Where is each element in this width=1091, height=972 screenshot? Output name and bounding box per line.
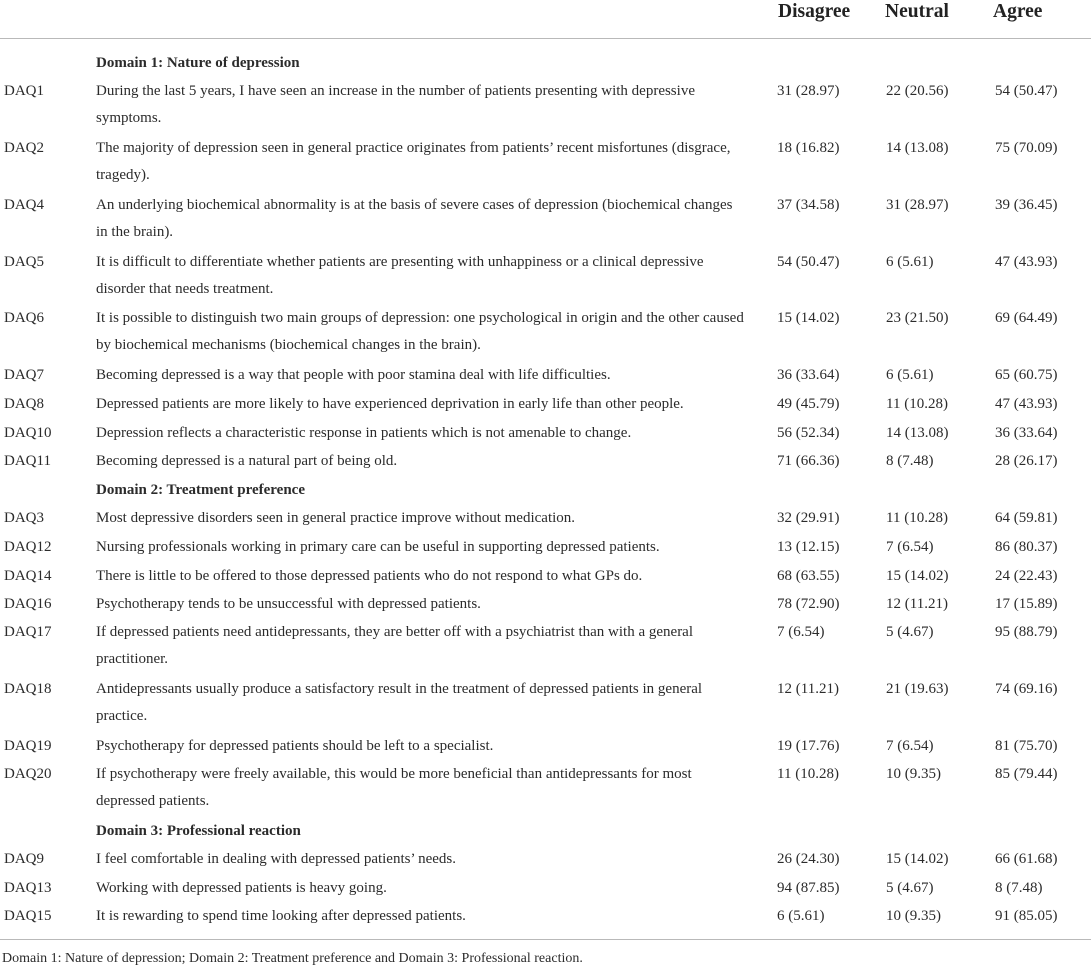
neutral-cell: 14 (13.08)	[886, 425, 949, 441]
item-code: DAQ3	[4, 510, 44, 526]
item-statement: If psychotherapy were freely available, this would be more beneficial than antidepressants for most depressed patients.	[96, 766, 692, 809]
item-code: DAQ10	[4, 425, 52, 441]
item-code: DAQ14	[4, 568, 52, 584]
disagree-cell: 31 (28.97)	[777, 83, 840, 99]
item-statement: Most depressive disorders seen in general practice improve without medication.	[96, 510, 576, 526]
neutral-cell: 23 (21.50)	[886, 310, 949, 326]
item-code: DAQ15	[4, 908, 52, 924]
agree-cell: 8 (7.48)	[995, 880, 1043, 896]
agree-cell: 39 (36.45)	[995, 197, 1058, 213]
agree-cell: 81 (75.70)	[995, 738, 1058, 754]
agree-cell: 36 (33.64)	[995, 425, 1058, 441]
agree-cell: 65 (60.75)	[995, 367, 1058, 383]
item-statement: During the last 5 years, I have seen an increase in the number of patients presenting with depressive symptoms.	[96, 83, 695, 126]
item-code: DAQ6	[4, 310, 44, 326]
item-code: DAQ1	[4, 83, 44, 99]
agree-cell: 64 (59.81)	[995, 510, 1058, 526]
disagree-cell: 19 (17.76)	[777, 738, 840, 754]
disagree-cell: 32 (29.91)	[777, 510, 840, 526]
item-statement: Nursing professionals working in primary care can be useful in supporting depressed patients.	[96, 539, 660, 555]
disagree-cell: 68 (63.55)	[777, 568, 840, 584]
disagree-cell: 6 (5.61)	[777, 908, 825, 924]
neutral-cell: 6 (5.61)	[886, 367, 934, 383]
item-code: DAQ16	[4, 596, 52, 612]
agree-cell: 85 (79.44)	[995, 766, 1058, 782]
col-header-agree: Agree	[993, 1, 1043, 22]
agree-cell: 86 (80.37)	[995, 539, 1058, 555]
item-code: DAQ17	[4, 624, 52, 640]
item-statement: Becoming depressed is a way that people with poor stamina deal with life difficulties.	[96, 367, 611, 383]
item-statement: There is little to be offered to those depressed patients who do not respond to what GPs do.	[96, 568, 643, 584]
neutral-cell: 31 (28.97)	[886, 197, 949, 213]
item-code: DAQ4	[4, 197, 44, 213]
item-statement: Depression reflects a characteristic response in patients which is not amenable to change.	[96, 425, 632, 441]
domain-title: Domain 1: Nature of depression	[96, 55, 300, 71]
agree-cell: 91 (85.05)	[995, 908, 1058, 924]
disagree-cell: 54 (50.47)	[777, 254, 840, 270]
footer-divider	[0, 939, 1091, 940]
disagree-cell: 11 (10.28)	[777, 766, 839, 782]
domain-title: Domain 3: Professional reaction	[96, 823, 301, 839]
agree-cell: 47 (43.93)	[995, 396, 1058, 412]
neutral-cell: 12 (11.21)	[886, 596, 948, 612]
neutral-cell: 11 (10.28)	[886, 396, 948, 412]
agree-cell: 28 (26.17)	[995, 453, 1058, 469]
disagree-cell: 13 (12.15)	[777, 539, 840, 555]
neutral-cell: 11 (10.28)	[886, 510, 948, 526]
item-statement: It is difficult to differentiate whether patients are presenting with unhappiness or a clinical depressive disorder that needs treatment.	[96, 254, 704, 297]
col-header-neutral: Neutral	[885, 1, 949, 22]
item-statement: Psychotherapy tends to be unsuccessful with depressed patients.	[96, 596, 481, 612]
item-statement: Psychotherapy for depressed patients should be left to a specialist.	[96, 738, 494, 754]
neutral-cell: 8 (7.48)	[886, 453, 934, 469]
disagree-cell: 12 (11.21)	[777, 681, 839, 697]
neutral-cell: 10 (9.35)	[886, 766, 941, 782]
disagree-cell: 36 (33.64)	[777, 367, 840, 383]
item-statement: An underlying biochemical abnormality is at the basis of severe cases of depression (biochemical changes in the brain).	[96, 197, 733, 240]
agree-cell: 69 (64.49)	[995, 310, 1058, 326]
neutral-cell: 5 (4.67)	[886, 624, 934, 640]
agree-cell: 75 (70.09)	[995, 140, 1058, 156]
item-statement: It is possible to distinguish two main groups of depression: one psychological in origin and the other caused by biochemical mechanisms (biochemical changes in the brain).	[96, 310, 744, 353]
item-statement: I feel comfortable in dealing with depressed patients’ needs.	[96, 851, 457, 867]
col-header-disagree: Disagree	[778, 1, 851, 22]
neutral-cell: 7 (6.54)	[886, 539, 934, 555]
agree-cell: 17 (15.89)	[995, 596, 1058, 612]
item-statement: It is rewarding to spend time looking after depressed patients.	[96, 908, 466, 924]
item-statement: The majority of depression seen in general practice originates from patients’ recent misfortunes (disgrace, tragedy).	[96, 140, 731, 183]
item-statement: If depressed patients need antidepressants, they are better off with a psychiatrist than with a general practitioner.	[96, 624, 694, 667]
disagree-cell: 56 (52.34)	[777, 425, 840, 441]
disagree-cell: 49 (45.79)	[777, 396, 840, 412]
neutral-cell: 6 (5.61)	[886, 254, 934, 270]
disagree-cell: 71 (66.36)	[777, 453, 840, 469]
item-code: DAQ13	[4, 880, 52, 896]
domain-title: Domain 2: Treatment preference	[96, 482, 305, 498]
agree-cell: 54 (50.47)	[995, 83, 1058, 99]
neutral-cell: 10 (9.35)	[886, 908, 941, 924]
item-code: DAQ8	[4, 396, 44, 412]
disagree-cell: 7 (6.54)	[777, 624, 825, 640]
item-code: DAQ18	[4, 681, 52, 697]
agree-cell: 66 (61.68)	[995, 851, 1058, 867]
neutral-cell: 14 (13.08)	[886, 140, 949, 156]
item-code: DAQ5	[4, 254, 44, 270]
neutral-cell: 15 (14.02)	[886, 568, 949, 584]
item-code: DAQ2	[4, 140, 44, 156]
table-footnote: Domain 1: Nature of depression; Domain 2: Treatment preference and Domain 3: Professional reaction.	[2, 951, 583, 966]
agree-cell: 95 (88.79)	[995, 624, 1058, 640]
table-header	[0, 0, 1091, 39]
disagree-cell: 15 (14.02)	[777, 310, 840, 326]
neutral-cell: 21 (19.63)	[886, 681, 949, 697]
item-statement: Becoming depressed is a natural part of being old.	[96, 453, 398, 469]
item-statement: Antidepressants usually produce a satisfactory result in the treatment of depressed patients in general practice.	[96, 681, 703, 724]
item-code: DAQ20	[4, 766, 52, 782]
item-code: DAQ11	[4, 453, 51, 469]
agree-cell: 47 (43.93)	[995, 254, 1058, 270]
disagree-cell: 26 (24.30)	[777, 851, 840, 867]
item-code: DAQ9	[4, 851, 44, 867]
item-statement: Depressed patients are more likely to have experienced deprivation in early life than other people.	[96, 396, 684, 412]
item-code: DAQ7	[4, 367, 44, 383]
neutral-cell: 22 (20.56)	[886, 83, 949, 99]
disagree-cell: 18 (16.82)	[777, 140, 840, 156]
item-code: DAQ19	[4, 738, 52, 754]
agree-cell: 74 (69.16)	[995, 681, 1058, 697]
disagree-cell: 94 (87.85)	[777, 880, 840, 896]
neutral-cell: 15 (14.02)	[886, 851, 949, 867]
disagree-cell: 78 (72.90)	[777, 596, 840, 612]
neutral-cell: 7 (6.54)	[886, 738, 934, 754]
item-code: DAQ12	[4, 539, 52, 555]
agree-cell: 24 (22.43)	[995, 568, 1058, 584]
disagree-cell: 37 (34.58)	[777, 197, 840, 213]
neutral-cell: 5 (4.67)	[886, 880, 934, 896]
item-statement: Working with depressed patients is heavy going.	[96, 880, 387, 896]
